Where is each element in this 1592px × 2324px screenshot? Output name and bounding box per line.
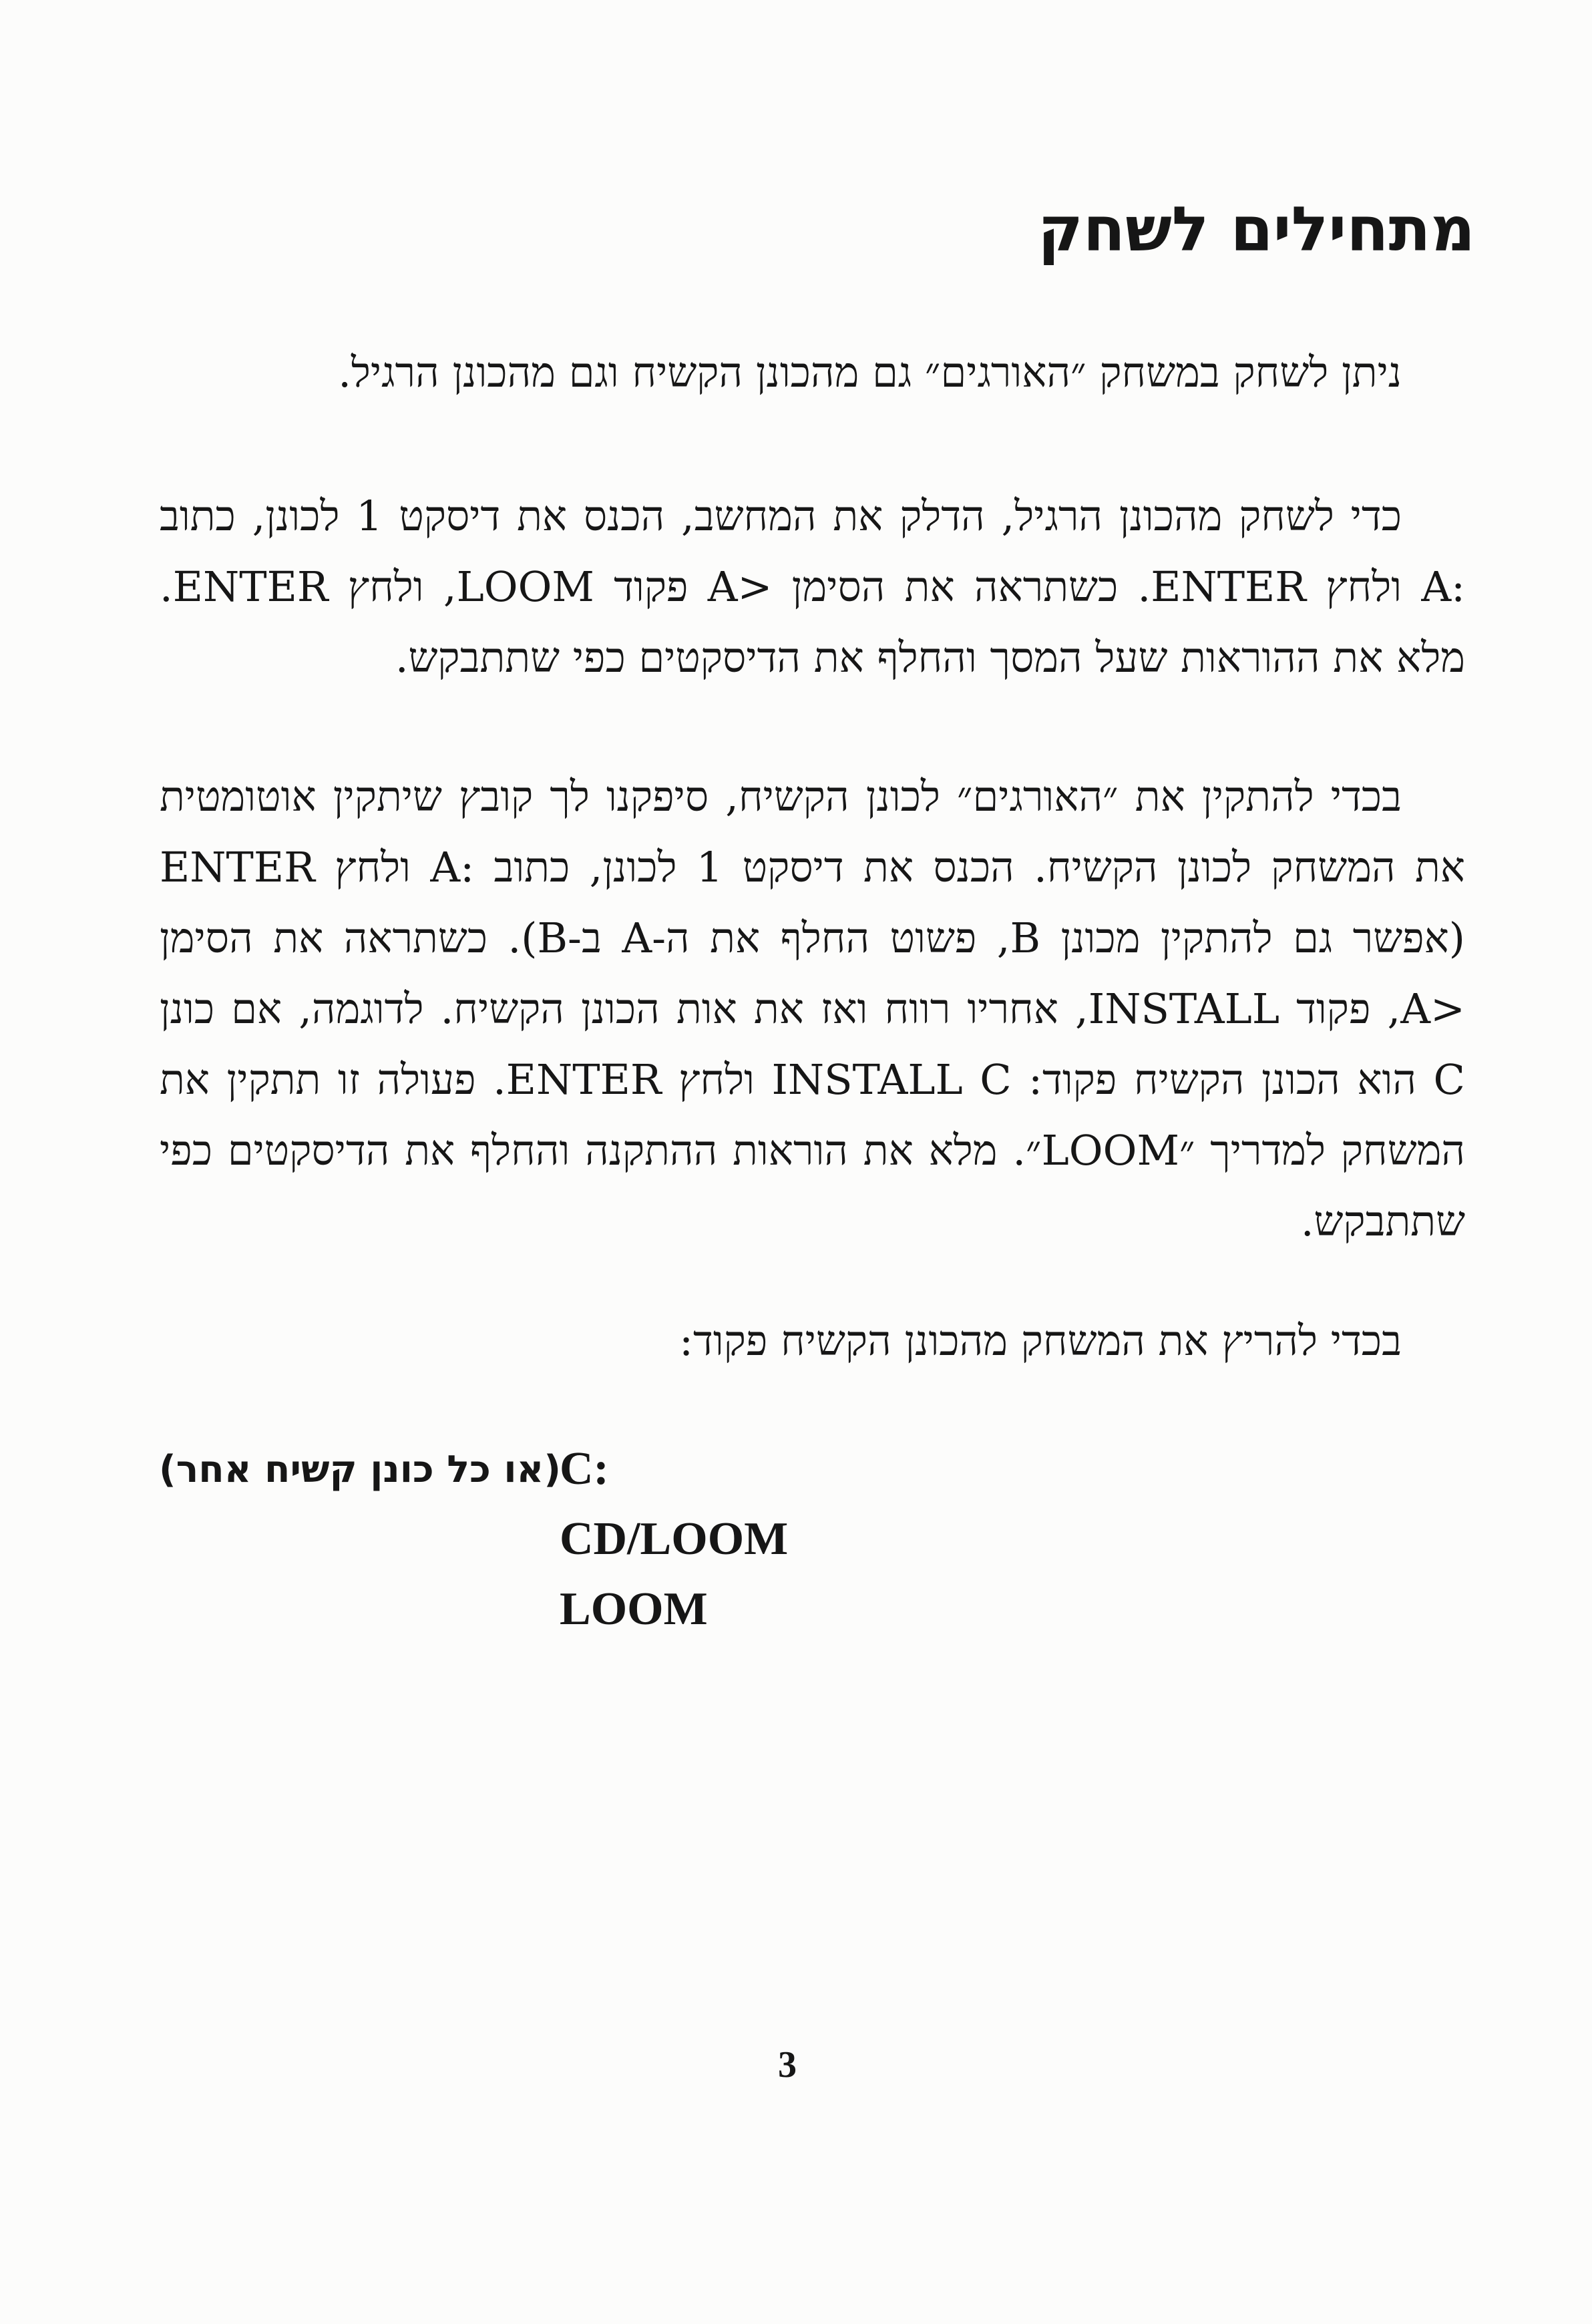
intro-paragraph: ניתן לשחק במשחק ״האורגים״ גם מהכונן הקשיח וגם מהכונן הרגיל. bbox=[338, 348, 1402, 397]
page-title: מתחילים לשחק bbox=[1038, 194, 1475, 265]
run-instructions-paragraph: בכדי להריץ את המשחק מהכונן הקשיח פקוד: bbox=[679, 1316, 1402, 1365]
command-line-cd: CD/LOOM bbox=[560, 1513, 789, 1565]
command-note: (או כל כונן קשיח אחר) bbox=[159, 1448, 561, 1491]
install-instructions-paragraph: בכדי להתקין את ״האורגים״ לכונן הקשיח, סיפקנו לך קובץ שיתקין אוטומטית את המשחק לכונן הקשיח. הכנס את דיסקט 1 לכונן, כתוב :A ולחץ ENTER (אפשר גם להתקין מכונן B, פשוט החלף את ה-A ב-B). כשתראה את הסימן <A, פקוד INSTALL, אחריו רווח ואז את אות הכונן הקשיח. לדוגמה, אם כונן C הוא הכונן הקשיח פקוד: INSTALL C ולחץ ENTER. פעולה זו תתקין את המשחק למדריך ״LOOM״. מלא את הוראות ההתקנה והחלף את הדיסקטים כפי שתתבקש. bbox=[160, 772, 1466, 1245]
command-line-run: LOOM bbox=[560, 1583, 708, 1635]
floppy-instructions-paragraph: כדי לשחק מהכונן הרגיל, הדלק את המחשב, הכנס את דיסקט 1 לכונן, כתוב :A ולחץ ENTER. כשתראה את הסימן <A פקוד LOOM, ולחץ ENTER. מלא את ההוראות שעל המסך והחלף את הדיסקטים כפי שתתבקש. bbox=[160, 492, 1465, 682]
command-line-drive: C: bbox=[560, 1443, 609, 1495]
page-number: 3 bbox=[778, 2044, 797, 2086]
